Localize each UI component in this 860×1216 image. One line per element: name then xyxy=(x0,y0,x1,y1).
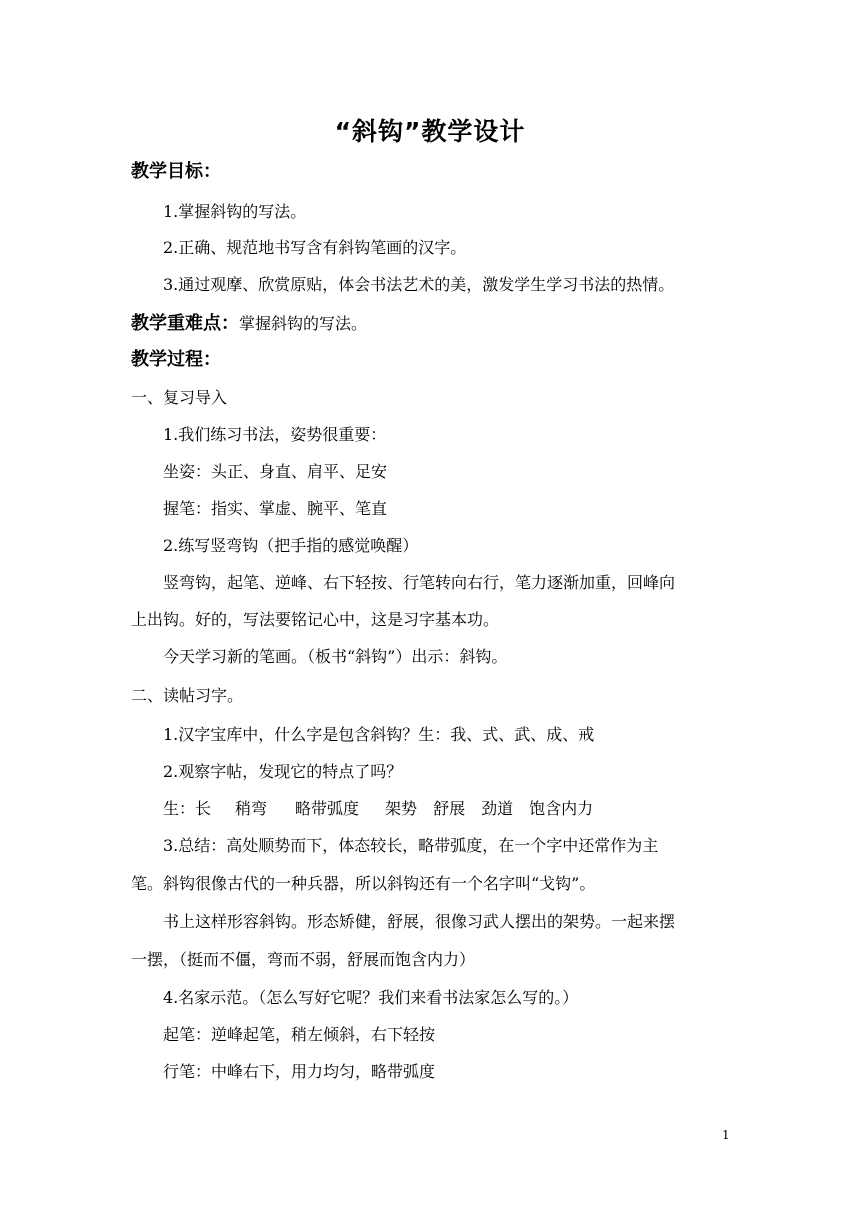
goals-heading: 教学目标： xyxy=(131,161,221,182)
answer-term: 略带弧度 xyxy=(295,799,360,818)
paragraph: 今天学习新的笔画。（板书“斜钩”）出示：斜钩。 xyxy=(163,647,508,666)
goal-item: 1.掌握斜钩的写法。 xyxy=(163,202,307,221)
answer-term: 舒展 xyxy=(433,799,466,818)
paragraph: 1.汉字宝库中，什么字是包含斜钩？生：我、式、武、成、戒 xyxy=(163,725,595,744)
paragraph: 一摆，（挺而不僵，弯而不弱，舒展而饱含内力） xyxy=(131,950,476,969)
paragraph: 3.总结：高处顺势而下，体态较长，略带弧度，在一个字中还常作为主 xyxy=(163,836,659,855)
page-number: 1 xyxy=(722,1128,730,1142)
paragraph: 笔。斜钩很像古代的一种兵器，所以斜钩还有一个名字叫“戈钩”。 xyxy=(131,874,596,893)
paragraph: 书上这样形容斜钩。形态矫健，舒展，很像习武人摆出的架势。一起来摆 xyxy=(163,912,676,931)
paragraph: 竖弯钩，起笔、逆峰、右下轻按、行笔转向右行，笔力逐渐加重，回峰向 xyxy=(163,573,676,592)
paragraph: 起笔：逆峰起笔，稍左倾斜，右下轻按 xyxy=(163,1025,436,1044)
paragraph: 2.观察字帖，发现它的特点了吗？ xyxy=(163,762,403,781)
answer-term: 劲道 xyxy=(481,799,514,818)
paragraph: 2.练写竖弯钩（把手指的感觉唤醒） xyxy=(163,536,419,555)
paragraph: 1.我们练习书法，姿势很重要： xyxy=(163,425,387,444)
answer-term: 稍弯 xyxy=(235,799,268,818)
document-title: “斜钩”教学设计 xyxy=(334,117,526,146)
key-points-text: 掌握斜钩的写法。 xyxy=(239,314,368,333)
key-points-line xyxy=(131,312,367,336)
answer-line xyxy=(163,797,593,821)
paragraph: 坐姿：头正、身直、肩平、足安 xyxy=(163,462,388,481)
goal-item: 3.通过观摩、欣赏原贴，体会书法艺术的美，激发学生学习书法的热情。 xyxy=(163,275,675,294)
section-one-title: 一、复习导入 xyxy=(131,388,228,407)
paragraph: 行笔：中峰右下，用力均匀，略带弧度 xyxy=(163,1062,436,1081)
answer-term: 饱含内力 xyxy=(529,799,594,818)
key-points-heading: 教学重难点： xyxy=(131,313,239,334)
section-two-title: 二、读帖习字。 xyxy=(131,686,244,705)
answer-term: 架势 xyxy=(385,799,418,818)
answer-term: 生：长 xyxy=(163,799,212,818)
paragraph: 上出钩。好的，写法要铭记心中，这是习字基本功。 xyxy=(131,610,500,629)
paragraph: 4.名家示范。（怎么写好它呢？我们来看书法家怎么写的。） xyxy=(163,988,579,1007)
process-heading: 教学过程： xyxy=(131,349,221,370)
paragraph: 握笔：指实、掌虚、腕平、笔直 xyxy=(163,499,388,518)
goal-item: 2.正确、规范地书写含有斜钩笔画的汉字。 xyxy=(163,238,467,257)
